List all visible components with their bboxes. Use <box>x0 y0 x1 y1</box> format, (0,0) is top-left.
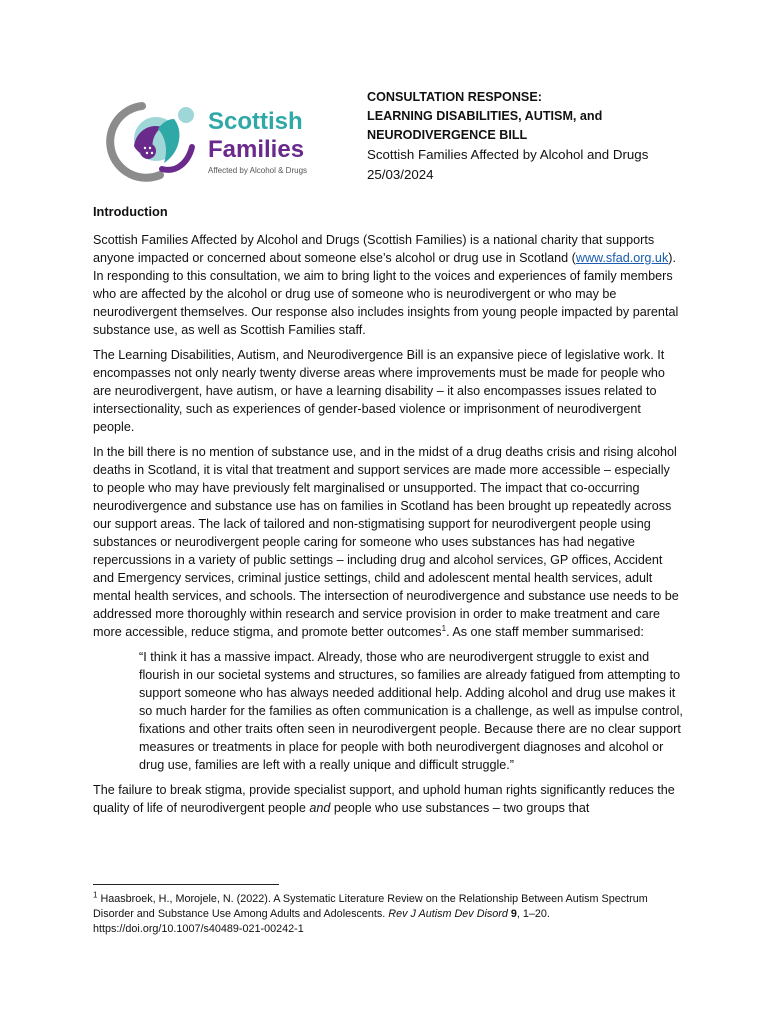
document-body <box>93 203 683 824</box>
paragraph-4-text-cont: people who use substances – two groups that <box>330 801 590 815</box>
header-line-3: NEURODIVERGENCE BILL <box>367 128 528 142</box>
header-organisation: Scottish Families Affected by Alcohol and Drugs <box>367 147 649 162</box>
paragraph-1-text: Scottish Families Affected by Alcohol and Drugs (Scottish Families) is a national charity that supports anyone impacted or concerned about someone else’s alcohol or drug use in Scotland ( <box>93 233 655 265</box>
footnote-number: 1 <box>93 890 98 900</box>
logo-name-2: Families <box>208 136 305 163</box>
header-date: 25/03/2024 <box>367 167 434 182</box>
paragraph-4-text: The failure to break stigma, provide specialist support, and uphold human rights significantly reduces the quality of life of neurodivergent people <box>93 783 675 815</box>
paragraph-1 <box>93 231 683 339</box>
header-line-2: LEARNING DISABILITIES, AUTISM, and <box>367 109 603 123</box>
footnote-volume: 9 <box>507 908 517 920</box>
paragraph-2: The Learning Disabilities, Autism, and Neurodivergence Bill is an expansive piece of legislative work. It encompasses not only nearly twenty diverse areas where improvements must be made for people who are neurodivergent, have autism, or have a learning disability – it also encompasses issues related to intersectionality, such as experiences of gender-based violence or imprisonment of neurodivergent people. <box>93 348 665 434</box>
footnote-divider <box>93 884 279 885</box>
paragraph-4-emphasis: and <box>309 801 331 815</box>
sfad-website-link[interactable]: www.sfad.org.uk <box>575 251 669 265</box>
paragraph-3 <box>93 443 683 641</box>
paragraph-3-text-cont: . As one staff member summarised: <box>446 625 644 639</box>
document-header <box>367 88 747 185</box>
paragraph-3-text: In the bill there is no mention of substance use, and in the midst of a drug deaths crisis and rising alcohol deaths in Scotland, it is vital that treatment and support services are made more accessible – especially to people who may have previously felt marginalised or unsupported. The impact that co-occurring neurodivergence and substance use has on families in Scotland has been brought up repeatedly across our support areas. The lack of tailored and non-stigmatising support for neurodivergent people using substances or neurodivergent people caring for someone who uses substances has had negative repercussions in a variety of public settings – including drug and alcohol services, GP offices, Accident and Emergency services, criminal justice settings, child and adolescent mental health services, adult mental health services, and schools. The intersection of neurodivergence and substance use needs to be addressed more thoroughly within research and service provision in order to make treatment and care more accessible, reduce stigma, and promote better outcomes <box>93 445 679 639</box>
staff-quote: “I think it has a massive impact. Already, those who are neurodivergent struggle to exist and flourish in our societal systems and structures, so families are already fatigued from attempting to support someone who has always needed additional help. Adding alcohol and drug use makes it so much harder for the families as often communication is a challenge, as well as impulse control, fixations and other traits often seen in neurodivergent people. Because there are no clear support measures or treatments in place for people with both neurodivergent diagnoses and alcohol or drug use, families are left with a really unique and difficult struggle.” <box>139 650 683 772</box>
footnote-journal: Rev J Autism Dev Disord <box>388 908 508 920</box>
logo-mark-icon <box>104 91 344 191</box>
footnote-pages: , 1–20. <box>516 908 550 920</box>
footnote-doi[interactable]: https://doi.org/10.1007/s40489-021-00242-1 <box>93 923 304 935</box>
section-heading-introduction: Introduction <box>93 204 168 219</box>
paragraph-4 <box>93 781 683 817</box>
header-line-1: CONSULTATION RESPONSE: <box>367 90 542 104</box>
footnote-ref-1[interactable]: 1 <box>441 623 447 633</box>
logo-name: Scottish <box>208 108 303 135</box>
scottish-families-logo <box>104 91 344 191</box>
logo-tagline: Affected by Alcohol & Drugs <box>208 166 308 175</box>
footnote-1 <box>93 892 683 937</box>
footnote-text: Haasbroek, H., Morojele, N. (2022). A Systematic Literature Review on the Relationship Between Autism Spectrum Disorder and Substance Use Among Adults and Adolescents. <box>93 893 648 920</box>
paragraph-1-text-cont: ). In responding to this consultation, we aim to bring light to the voices and experiences of family members who are affected by the alcohol or drug use of someone who is neurodivergent or who may be neurodivergent themselves. Our response also includes insights from young people impacted by parental substance use, as well as Scottish Families staff. <box>93 251 679 337</box>
